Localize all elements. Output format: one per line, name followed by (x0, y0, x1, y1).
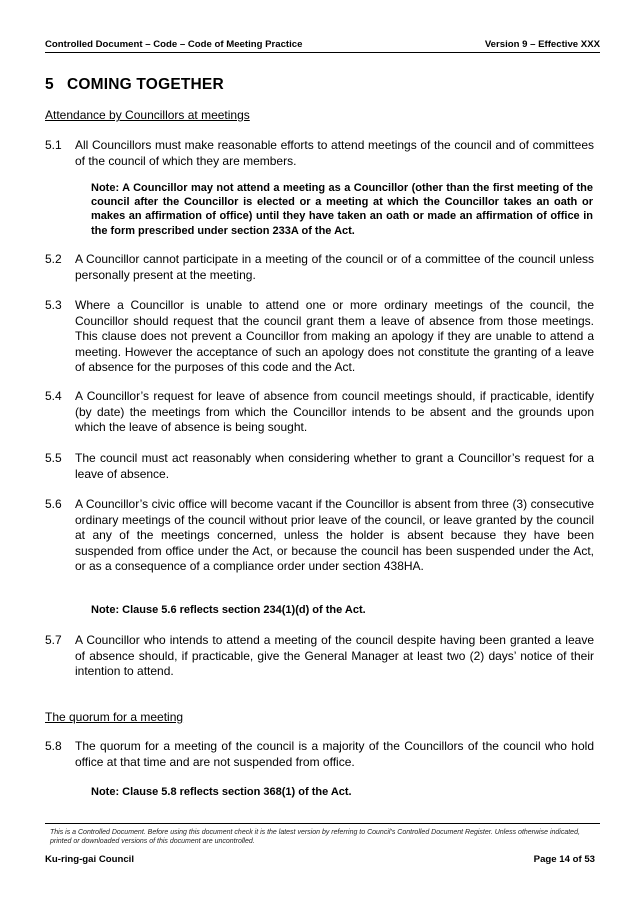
subheading-attendance: Attendance by Councillors at meetings (45, 108, 250, 122)
clause-text: The council must act reasonably when considering whether to grant a Councillor’s request for a leave of absence. (75, 451, 594, 481)
clause-number: 5.6 (45, 497, 62, 511)
clause-text: A Councillor cannot participate in a meeting of the council or of a committee of the council unless personally present at the meeting. (75, 252, 594, 282)
page-header (45, 39, 600, 53)
subheading-quorum: The quorum for a meeting (45, 710, 184, 724)
clause-text: A Councillor who intends to attend a meeting of the council despite having been granted a leave of absence should, if practicable, give the General Manager at least two (2) days’ notice of their intention to attend. (75, 633, 594, 678)
section-number: 5 (45, 76, 54, 93)
clause-5-5 (45, 451, 600, 482)
clause-5-1 (45, 138, 600, 169)
clause-5-4 (45, 389, 600, 436)
page-footer (45, 854, 595, 865)
clause-text: The quorum for a meeting of the council is a majority of the Councillors of the council who hold office at that time and are not suspended from office. (75, 739, 594, 769)
note-5-8: Note: Clause 5.8 reflects section 368(1) of the Act. (91, 786, 352, 798)
footer-page-number: Page 14 of 53 (533, 854, 595, 865)
section-title: COMING TOGETHER (67, 76, 224, 93)
clause-number: 5.7 (45, 633, 62, 647)
footer-disclaimer: This is a Controlled Document. Before using this document check it is the latest version by referring to Council’s Controlled Document Register. Unless otherwise indicated, printed or downloaded versions of this document are uncontrolled. (50, 829, 580, 845)
header-version: Version 9 – Effective XXX (484, 39, 600, 50)
clause-5-3 (45, 298, 600, 376)
clause-number: 5.5 (45, 451, 62, 465)
clause-5-8 (45, 739, 600, 770)
footer-organisation: Ku-ring-gai Council (45, 854, 134, 865)
clause-text: Where a Councillor is unable to attend one or more ordinary meetings of the council, the Councillor should request that the council grant them a leave of absence from those meetings. This clause does not prevent a Councillor from making an apology if they are unable to attend a meeting. However the acceptance of such an apology does not constitute the granting of a leave of absence for the purposes of this code and the Act. (75, 298, 594, 374)
clause-5-2 (45, 252, 600, 283)
footer-divider (45, 823, 600, 824)
clause-5-6 (45, 497, 600, 575)
clause-number: 5.8 (45, 739, 62, 753)
note-5-1: Note: A Councillor may not attend a meeting as a Councillor (other than the first meeting of the council after the Councillor is elected or a meeting at which the Councillor takes an oath or makes an affirmation of office) until they have taken an oath or made an affirmation of office in the form prescribed under section 233A of the Act. (91, 182, 593, 237)
header-document-title: Controlled Document – Code – Code of Meeting Practice (45, 39, 303, 50)
clause-text: A Councillor’s request for leave of absence from council meetings should, if practicable, identify (by date) the meetings from which the Councillor intends to be absent and the grounds upon which the leave of absence is being sought. (75, 389, 594, 434)
clause-number: 5.1 (45, 138, 62, 152)
clause-number: 5.2 (45, 252, 62, 266)
clause-number: 5.4 (45, 389, 62, 403)
clause-text: A Councillor’s civic office will become vacant if the Councillor is absent from three (3) consecutive ordinary meetings of the council without prior leave of the council, or leave granted by the council at any of the meetings concerned, unless the holder is absent because they have been suspended from office under the Act, or because the council has been suspended under the Act, or as a consequence of a compliance order under section 438HA. (75, 497, 594, 573)
section-heading (45, 76, 224, 94)
clause-5-7 (45, 633, 600, 680)
note-5-6: Note: Clause 5.6 reflects section 234(1)(d) of the Act. (91, 604, 366, 616)
clause-text: All Councillors must make reasonable efforts to attend meetings of the council and of committees of the council of which they are members. (75, 138, 594, 168)
clause-number: 5.3 (45, 298, 62, 312)
